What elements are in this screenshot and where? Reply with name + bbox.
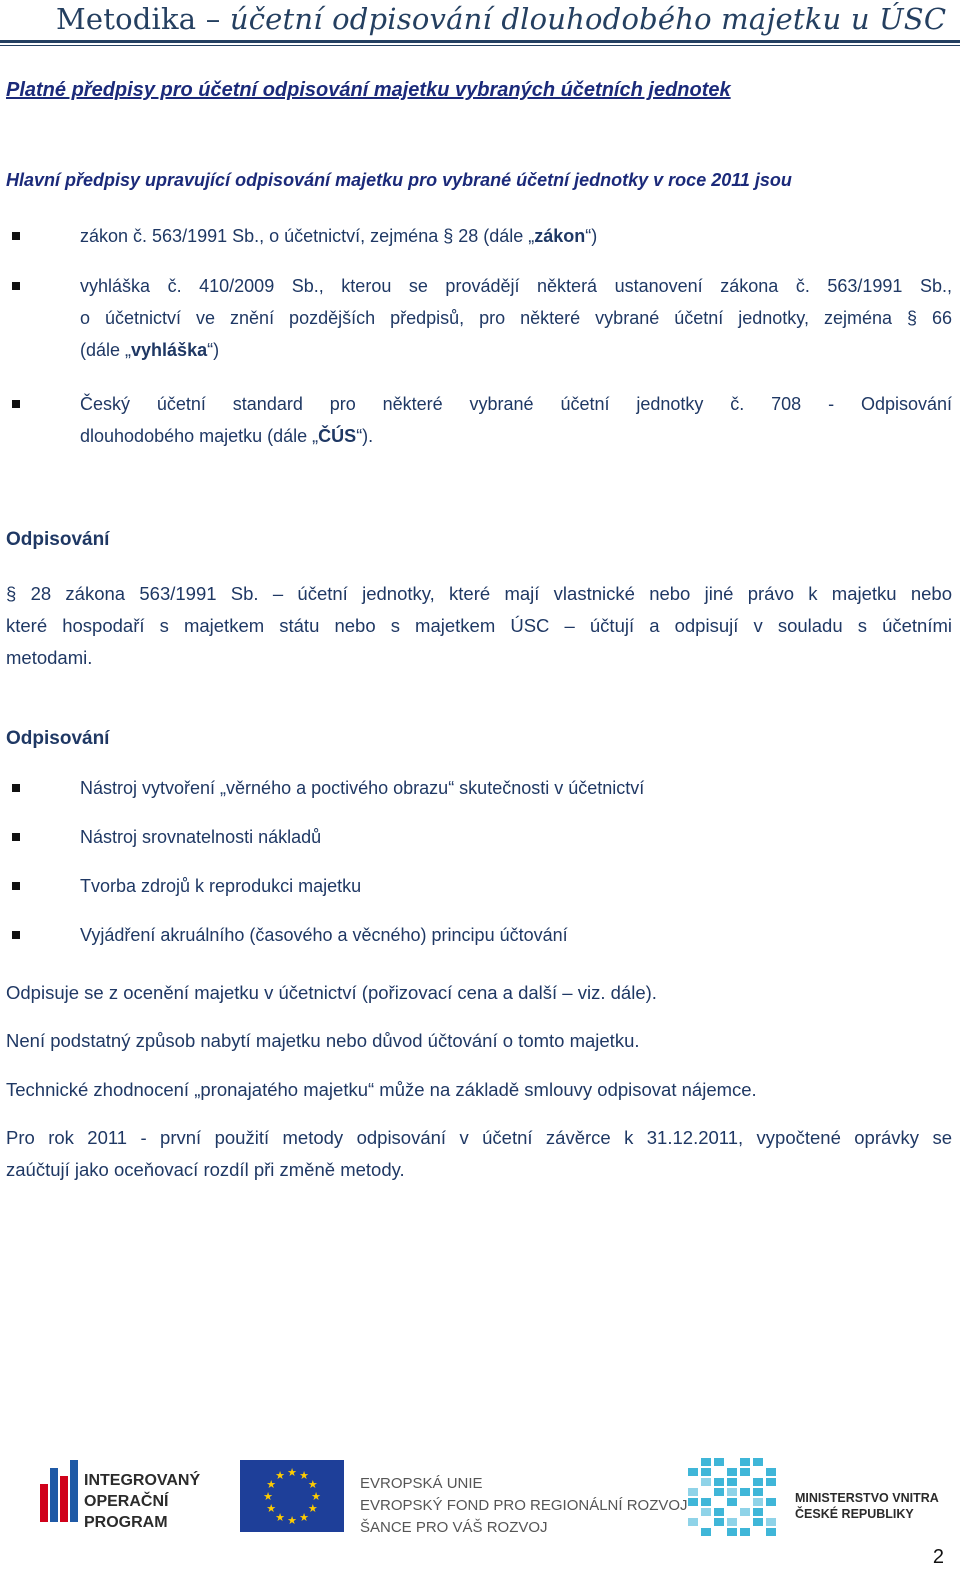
page-header-title <box>56 2 946 36</box>
footer-logos <box>0 1440 960 1550</box>
regulation-item-2 <box>80 270 952 366</box>
ministry-logo-cell <box>727 1478 737 1486</box>
ministry-line2: ČESKÉ REPUBLIKY <box>795 1507 914 1521</box>
last-paragraph-line1: Pro rok 2011 - první použití metody odpisování v účetní závěrce k 31.12.2011, vypočtené oprávky se <box>6 1127 952 1148</box>
ministry-logo-cell <box>766 1528 776 1536</box>
ministry-logo-cell <box>701 1498 711 1506</box>
section1-line2: které hospodaří s majetkem státu nebo s majetkem ÚSC – účtují a odpisují v souladu s účetními <box>6 615 952 636</box>
eu-star-icon: ★ <box>299 1470 309 1483</box>
eu-line3: ŠANCE PRO VÁŠ ROZVOJ <box>360 1519 548 1536</box>
paragraph-last <box>6 1122 952 1186</box>
eu-star-icon: ★ <box>307 1479 318 1491</box>
ministry-logo-cell <box>714 1518 724 1526</box>
ministry-logo-cell <box>766 1468 776 1476</box>
purpose-item: Nástroj vytvoření „věrného a poctivého obrazu“ skutečnosti v účetnictví <box>80 778 645 798</box>
regulation-3-abbr: ČÚS <box>318 426 357 446</box>
eu-star-icon: ★ <box>266 1479 277 1491</box>
ministry-logo-cell <box>766 1518 776 1526</box>
last-paragraph-line2: zaúčtují jako oceňovací rozdíl při změně metody. <box>6 1159 405 1180</box>
iop-line3: PROGRAM <box>84 1514 168 1531</box>
ministry-logo-cell <box>727 1468 737 1476</box>
bullet-square-icon <box>12 931 20 939</box>
regulation-2-close: “) <box>207 340 220 360</box>
ministry-logo-cell <box>740 1468 750 1476</box>
ministry-logo-cell <box>740 1508 750 1516</box>
eu-star-icon: ★ <box>307 1503 318 1515</box>
regulation-2-line3a: (dále „ <box>80 340 132 360</box>
ministry-logo-cell <box>714 1458 724 1466</box>
ministry-logo-cell <box>701 1468 711 1476</box>
ministry-logo-cell <box>688 1488 698 1496</box>
regulation-item-3 <box>80 388 952 452</box>
header-prefix: Metodika – <box>56 2 230 36</box>
regulation-2-line1: vyhláška č. 410/2009 Sb., kterou se provádějí některá ustanovení zákona č. 563/1991 Sb., <box>80 276 952 296</box>
section-title-odpisovani-1: Odpisování <box>6 529 110 550</box>
regulation-1-abbr: zákon <box>534 226 586 246</box>
paragraph: Není podstatný způsob nabytí majetku nebo důvod účtování o tomto majetku. <box>6 1030 640 1051</box>
purpose-item: Vyjádření akruálního (časového a věcného) principu účtování <box>80 925 568 945</box>
ministry-logo-cell <box>753 1458 763 1466</box>
eu-star-icon: ★ <box>275 1511 285 1524</box>
eu-star-icon: ★ <box>266 1503 277 1515</box>
eu-star-icon: ★ <box>299 1511 309 1524</box>
regulation-2-line3 <box>80 334 952 366</box>
ministry-logo-cell <box>714 1508 724 1516</box>
ministry-logo <box>688 1458 776 1536</box>
paragraph: Odpisuje se z ocenění majetku v účetnictví (pořizovací cena a další – viz. dále). <box>6 982 657 1003</box>
eu-flag-icon <box>240 1460 344 1532</box>
main-heading: Platné předpisy pro účetní odpisování majetku vybraných účetních jednotek <box>6 79 731 101</box>
ministry-logo-cell <box>701 1458 711 1466</box>
ministry-logo-cell <box>753 1518 763 1526</box>
header-rule <box>0 40 960 43</box>
ministry-logo-cell <box>701 1478 711 1486</box>
ministry-logo-cell <box>753 1498 763 1506</box>
ministry-logo-cell <box>740 1488 750 1496</box>
ministry-logo-cell <box>740 1458 750 1466</box>
ministry-logo-cell <box>727 1528 737 1536</box>
section-title-odpisovani-2: Odpisování <box>6 728 110 749</box>
header-italic: účetní odpisování dlouhodobého majetku u ÚSC <box>229 2 947 36</box>
bullet-square-icon <box>12 400 20 408</box>
regulation-3-line2a: dlouhodobého majetku (dále „ <box>80 426 319 446</box>
regulation-2-line2: o účetnictví ve znění pozdějších předpisů, pro některé vybrané účetní jednotky, zejména § 66 <box>80 308 952 328</box>
ministry-logo-cell <box>714 1488 724 1496</box>
eu-star-icon: ★ <box>311 1491 321 1503</box>
ministry-logo-cell <box>753 1508 763 1516</box>
sub-heading: Hlavní předpisy upravující odpisování majetku pro vybrané účetní jednotky v roce 2011 jsou <box>6 170 792 190</box>
section1-paragraph <box>6 578 952 674</box>
section1-line3: metodami. <box>6 647 93 668</box>
page-number: 2 <box>932 1546 944 1568</box>
ministry-logo-cell <box>701 1528 711 1536</box>
ministry-logo-cell <box>766 1478 776 1486</box>
bullet-square-icon <box>12 882 20 890</box>
ministry-logo-cell <box>753 1488 763 1496</box>
header-rule-thin <box>0 45 960 46</box>
purpose-item: Nástroj srovnatelnosti nákladů <box>80 827 322 847</box>
regulation-3-line1: Český účetní standard pro některé vybrané účetní jednotky č. 708 - Odpisování <box>80 394 952 414</box>
paragraph: Technické zhodnocení „pronajatého majetku“ může na základě smlouvy odpisovat nájemce. <box>6 1079 757 1100</box>
regulation-1-close: “) <box>585 226 598 246</box>
ministry-line1: MINISTERSTVO VNITRA <box>795 1491 939 1505</box>
eu-text <box>360 1475 688 1536</box>
ministry-logo-cell <box>727 1518 737 1526</box>
ministry-logo-cell <box>688 1468 698 1476</box>
bullet-square-icon <box>12 282 20 290</box>
eu-line1: EVROPSKÁ UNIE <box>360 1475 483 1492</box>
footer-logo-strip <box>0 1440 960 1550</box>
ministry-logo-cell <box>688 1518 698 1526</box>
section1-line1: § 28 zákona 563/1991 Sb. – účetní jednotky, které mají vlastnické nebo jiné právo k majetku nebo <box>6 583 952 604</box>
ministry-logo-cell <box>753 1478 763 1486</box>
ministry-logo-cell <box>766 1498 776 1506</box>
ministry-logo-cell <box>701 1508 711 1516</box>
ministry-logo-cell <box>740 1528 750 1536</box>
ministry-logo-cell <box>727 1498 737 1506</box>
eu-star-icon: ★ <box>275 1470 285 1483</box>
ministry-logo-cell <box>714 1478 724 1486</box>
iop-logo <box>40 1460 200 1531</box>
bullet-square-icon <box>12 784 20 792</box>
regulation-3-close: “). <box>356 426 374 446</box>
ministry-logo-cell <box>688 1498 698 1506</box>
bullet-square-icon <box>12 833 20 841</box>
eu-star-icon: ★ <box>287 1515 297 1527</box>
regulation-2-abbr: vyhláška <box>131 340 208 360</box>
ministry-logo-cell <box>727 1488 737 1496</box>
regulation-item-1 <box>80 220 952 252</box>
eu-star-icon: ★ <box>263 1491 273 1503</box>
eu-line2: EVROPSKÝ FOND PRO REGIONÁLNÍ ROZVOJ <box>360 1497 688 1514</box>
purpose-item: Tvorba zdrojů k reprodukci majetku <box>80 876 362 896</box>
bullet-square-icon <box>12 232 20 240</box>
iop-line2: OPERAČNÍ <box>84 1493 169 1510</box>
regulation-3-line2 <box>80 420 952 452</box>
iop-line1: INTEGROVANÝ <box>84 1472 201 1489</box>
eu-star-icon: ★ <box>287 1467 297 1479</box>
regulation-1-text: zákon č. 563/1991 Sb., o účetnictví, zejména § 28 (dále „ <box>80 226 535 246</box>
